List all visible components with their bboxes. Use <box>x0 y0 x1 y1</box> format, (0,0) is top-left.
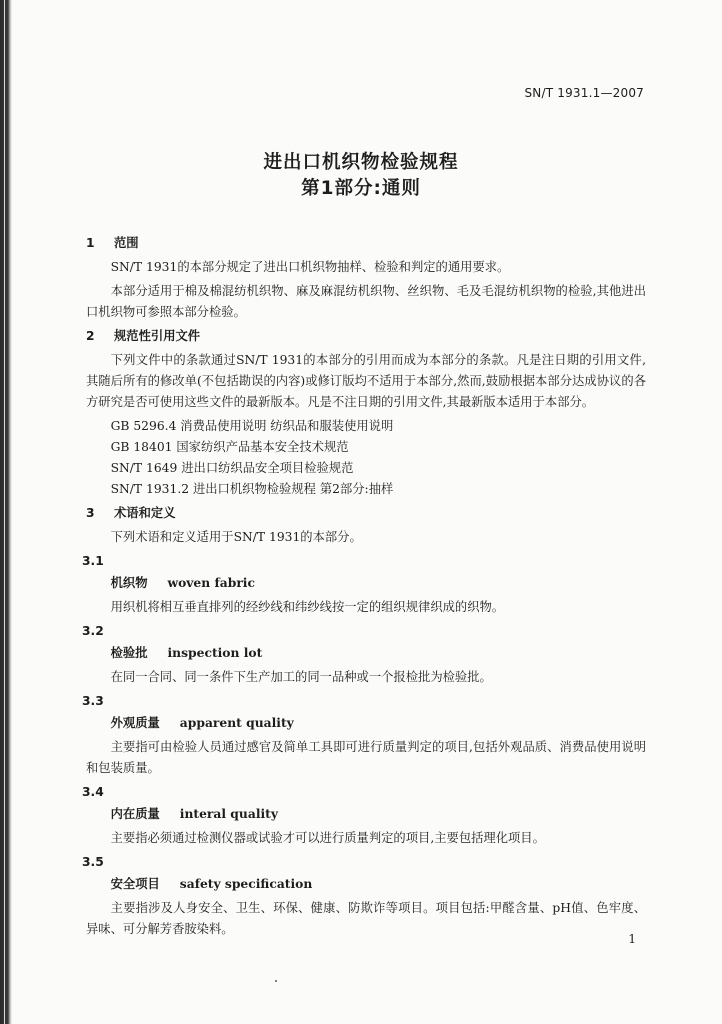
term-en: apparent quality <box>179 715 294 730</box>
term-en: safety specification <box>179 876 313 891</box>
term-definition: 在同一合同、同一条件下生产加工的同一品种或一个报检批为检验批。 <box>110 670 492 684</box>
term-number: 3.4 <box>82 785 104 799</box>
section-heading-normative-references <box>86 326 646 347</box>
term-number: 3.3 <box>82 694 104 708</box>
term-en: inspection lot <box>167 645 263 660</box>
term-name <box>86 873 646 895</box>
term-definition: 主要指涉及人身安全、卫生、环保、健康、防欺诈等项目。项目包括:甲醛含量、pH值、色牢度、异味、可分解芳香胺染料。 <box>86 901 646 936</box>
term-definition: 主要指可由检验人员通过感官及简单工具即可进行质量判定的项目,包括外观品质、消费品使用说明和包装质量。 <box>86 740 646 775</box>
term-name <box>86 642 646 664</box>
term-name <box>86 712 646 734</box>
section-title: 规范性引用文件 <box>114 329 201 343</box>
section-heading-terms <box>86 503 646 524</box>
document-body <box>82 230 646 943</box>
term-definition: 用织机将相互垂直排列的经纱线和纬纱线按一定的组织规律织成的织物。 <box>110 600 505 614</box>
standard-code: SN/T 1931.1—2007 <box>524 86 644 100</box>
section-number: 2 <box>86 329 95 343</box>
section-number: 1 <box>86 236 95 250</box>
term-definition: 主要指必须通过检测仪器或试验才可以进行质量判定的项目,主要包括理化项目。 <box>110 831 545 845</box>
section-heading-scope <box>86 233 646 254</box>
section-number: 3 <box>86 506 95 520</box>
reference-item: GB 18401 国家纺织产品基本安全技术规范 <box>110 440 349 454</box>
section-title: 术语和定义 <box>114 506 176 520</box>
term-name <box>86 572 646 594</box>
term-zh: 检验批 <box>110 646 148 660</box>
paragraph: 下列术语和定义适用于SN/T 1931的本部分。 <box>110 530 362 544</box>
scan-speck <box>275 980 277 982</box>
paragraph: 下列文件中的条款通过SN/T 1931的本部分的引用而成为本部分的条款。凡是注日期的引用文件,其随后所有的修改单(不包括勘误的内容)或修订版均不适用于本部分,然而,鼓励根据本部分达成协议的各方研究是否可使用这些文件的最新版本。凡是不注日期的引用文件,其最新版本适用于本部分。 <box>86 353 646 409</box>
term-zh: 安全项目 <box>110 877 160 891</box>
reference-item: SN/T 1931.2 进出口机织物检验规程 第2部分:抽样 <box>110 482 394 496</box>
term-number: 3.2 <box>82 624 104 638</box>
document-title: 进出口机织物检验规程 <box>263 152 459 173</box>
paragraph: 本部分适用于棉及棉混纺机织物、麻及麻混纺机织物、丝织物、毛及毛混纺机织物的检验,其他进出口机织物可参照本部分检验。 <box>86 284 646 319</box>
term-en: woven fabric <box>167 575 255 590</box>
term-number: 3.1 <box>82 554 104 568</box>
term-en: interal quality <box>179 806 278 821</box>
term-number: 3.5 <box>82 855 104 869</box>
page-number: 1 <box>628 932 636 946</box>
section-title: 范围 <box>114 236 139 250</box>
paragraph: SN/T 1931的本部分规定了进出口机织物抽样、检验和判定的通用要求。 <box>110 260 510 274</box>
reference-item: GB 5296.4 消费品使用说明 纺织品和服装使用说明 <box>110 419 394 433</box>
term-name <box>86 803 646 825</box>
term-zh: 机织物 <box>110 576 148 590</box>
term-zh: 内在质量 <box>110 807 160 821</box>
term-zh: 外观质量 <box>110 716 160 730</box>
reference-item: SN/T 1649 进出口纺织品安全项目检验规范 <box>110 461 354 475</box>
document-subtitle: 第1部分:通则 <box>301 178 421 199</box>
